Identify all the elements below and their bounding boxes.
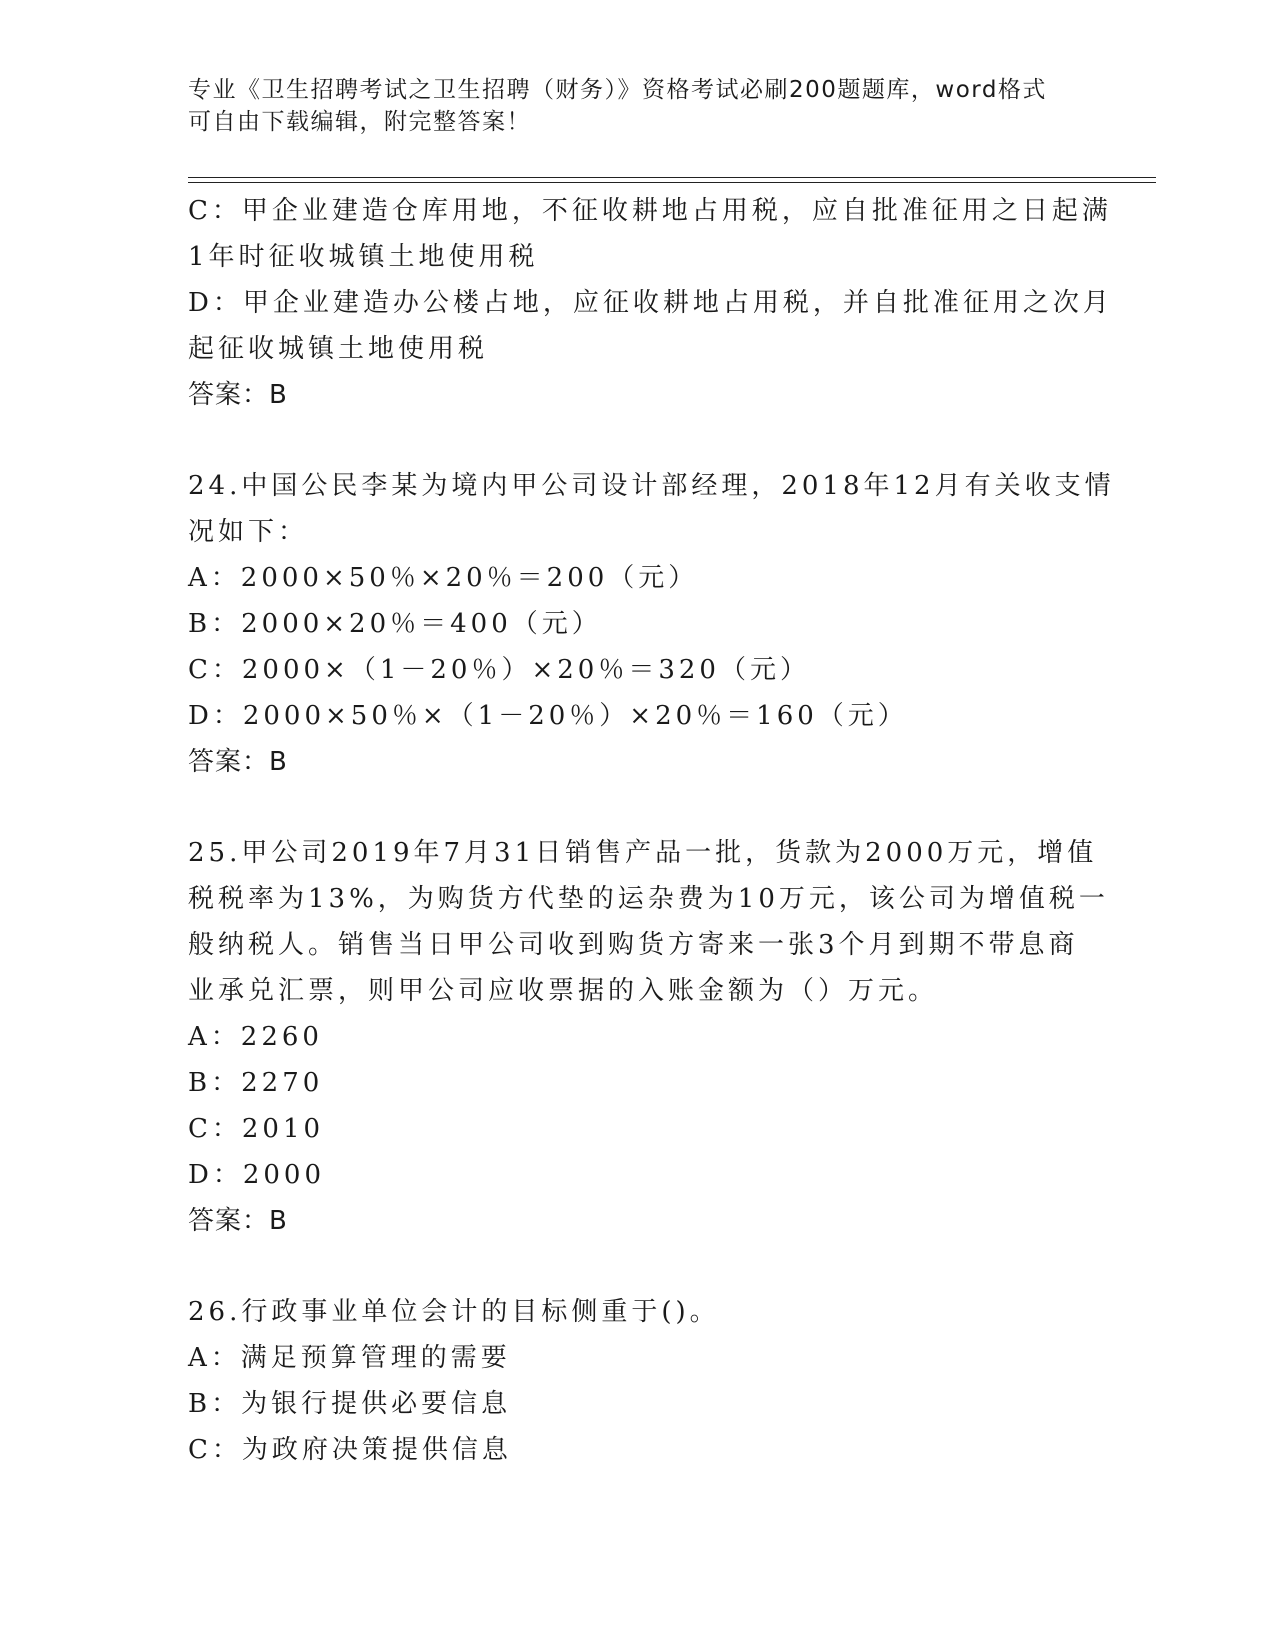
question-25 [188,830,1109,1244]
header-line-1: 专业《卫生招聘考试之卫生招聘（财务）》资格考试必刷200题题库，word格式 [188,77,1047,103]
question-25-option-b: B：2270 [188,1068,324,1098]
option-d-line-1: D：甲企业建造办公楼占地，应征收耕地占用税，并自批准征用之次月 [188,288,1113,318]
question-26 [188,1289,1088,1473]
question-25-option-a: A：2260 [188,1022,323,1052]
question-25-option-d: D：2000 [188,1160,326,1190]
question-26-option-c: C：为政府决策提供信息 [188,1435,512,1465]
option-c-line-1: C：甲企业建造仓库用地，不征收耕地占用税，应自批准征用之日起满 [188,196,1112,226]
option-c-line-2: 1年时征收城镇土地使用税 [188,242,539,272]
spacer [188,418,1088,463]
answer-23: 答案：B [188,380,288,410]
question-24 [188,463,1115,785]
header-line-2: 可自由下载编辑，附完整答案！ [188,109,531,135]
question-24-stem-line-1: 24.中国公民李某为境内甲公司设计部经理，2018年12月有关收支情 [188,471,1115,501]
answer-24: 答案：B [188,747,288,777]
question-24-option-d: D：2000×50％×（1－20％）×20％＝160（元） [188,701,908,731]
question-26-option-b: B：为银行提供必要信息 [188,1389,512,1419]
question-25-stem-line-2: 税税率为13%，为购货方代垫的运杂费为10万元，该公司为增值税一 [188,884,1109,914]
question-25-stem-line-1: 25.甲公司2019年7月31日销售产品一批，货款为2000万元，增值 [188,838,1098,868]
question-23-tail [188,188,1113,418]
answer-25: 答案：B [188,1206,288,1236]
spacer [188,785,1088,830]
question-25-stem-line-3: 般纳税人。销售当日甲公司收到购货方寄来一张3个月到期不带息商 [188,930,1079,960]
spacer [188,1244,1088,1289]
question-25-stem-line-4: 业承兑汇票，则甲公司应收票据的入账金额为（）万元。 [188,976,939,1006]
question-26-stem-line-1: 26.行政事业单位会计的目标侧重于()。 [188,1297,720,1327]
page-header [188,74,1068,138]
header-rule-top [188,177,1156,178]
question-26-option-a: A：满足预算管理的需要 [188,1343,511,1373]
question-24-option-b: B：2000×20％＝400（元） [188,609,602,639]
header-rule-bottom [188,182,1156,183]
option-d-line-2: 起征收城镇土地使用税 [188,334,489,364]
question-24-option-a: A：2000×50％×20％＝200（元） [188,563,699,593]
question-24-stem-line-2: 况如下： [188,517,309,547]
question-25-option-c: C：2010 [188,1114,325,1144]
question-24-option-c: C：2000×（1－20％）×20％＝320（元） [188,655,810,685]
document-body [188,188,1115,1473]
